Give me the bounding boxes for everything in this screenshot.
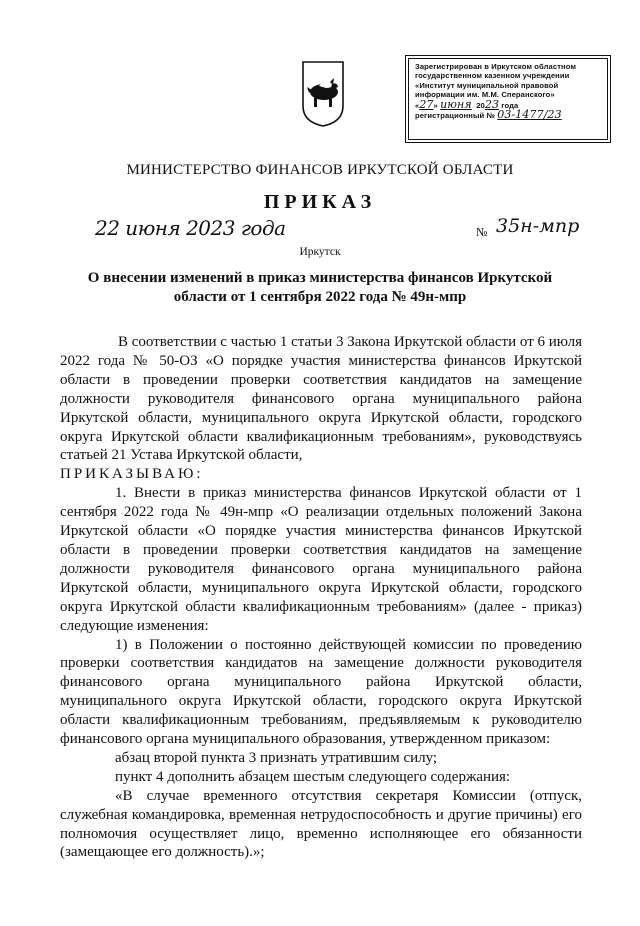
number-sign: № [476, 225, 488, 239]
title-line-1: О внесении изменений в приказ министерства финансов Иркутской [87, 270, 553, 286]
stamp-line-4: информации им. М.М. Сперанского» [415, 90, 555, 100]
stamp-year-prefix: 20 [476, 100, 485, 110]
stamp-line-1: Зарегистрирован в Иркутском областном [415, 62, 577, 71]
stamp-date-day: 27 [419, 97, 434, 111]
document-body [60, 333, 582, 862]
subclause-1-paragraph: 1) в Положении о постоянно действующей комиссии по проведению проверки соответствия кандидатов на замещение должности руководителя финансового органа муниципального района Иркутской области, муниципального округа Иркутской области, городского округа Иркутской области квалификационным требованиям, предъявляемым к руководителю финансового органа муниципального образования, утвержденном приказом: [60, 636, 582, 748]
document-type: ПРИКАЗ [263, 191, 377, 213]
stamp-year-suffix: 23 [484, 97, 500, 111]
stamp-date-mid: » [433, 100, 438, 110]
stamp-reg-label: регистрационный № [415, 111, 496, 121]
stamp-reg-number: 03-1477/23 [497, 108, 562, 122]
irkutsk-region-emblem [300, 60, 346, 128]
stamp-date-prefix: « [415, 100, 420, 110]
preamble-paragraph: В соответствии с частью 1 статьи 3 Закона Иркутской области от 6 июля 2022 года № 50-ОЗ «О порядке участия министерства финансов Иркутской области в проведении проверки соответствия кандидатов на замещение должности руководителя финансового органа муниципального района Иркутской области, муниципального округа Иркутской области, городского округа Иркутской области квалификационным требованиям», руководствуясь статьей 21 Устава Иркутской области, [60, 334, 582, 464]
amendment-paragraph-2: пункт 4 дополнить абзацем шестым следующего содержания: [115, 768, 511, 785]
stamp-date-month: июня [440, 97, 472, 111]
city: Иркутск [299, 246, 341, 258]
stamp-reg-line [415, 110, 603, 120]
handwritten-number: 35н-мпр [496, 215, 580, 237]
clause-1-paragraph: 1. Внести в приказ министерства финансов Иркутской области от 1 сентября 2022 года № 49н-мпр «О реализации отдельных положений Закона Иркутской области «О порядке участия министерства финансов Иркутской области в проведении проверки соответствия кандидатов на замещение должности руководителя финансового органа муниципального района Иркутской области, муниципального округа Иркутской области, городского округа Иркутской области квалификационным требованиям» (далее - приказ) следующие изменения: [60, 485, 582, 634]
stamp-line-2: государственном казенном учреждении [415, 71, 570, 81]
ministry-name: МИНИСТЕРСТВО ФИНАНСОВ ИРКУТСКОЙ ОБЛАСТИ [126, 162, 514, 178]
handwritten-date: 22 июня 2023 года [95, 216, 286, 240]
title-line-2: области от 1 сентября 2022 года № 49н-мпр [173, 289, 467, 305]
quoted-paragraph: «В случае временного отсутствия секретаря Комиссии (отпуск, служебная командировка, временная нетрудоспособность и другие причины) его полномочия осуществляет лицо, временно исполняющее его обязанности (замещающее его должность).»; [60, 787, 582, 861]
registration-stamp [408, 58, 608, 140]
stamp-line-3: «Институт муниципальной правовой [415, 80, 559, 90]
amendment-paragraph-1: абзац второй пункта 3 признать утратившим силу; [115, 749, 438, 766]
order-word: ПРИКАЗЫВАЮ: [60, 466, 204, 483]
stamp-date-suffix: года [501, 100, 519, 110]
document-title [60, 269, 580, 307]
